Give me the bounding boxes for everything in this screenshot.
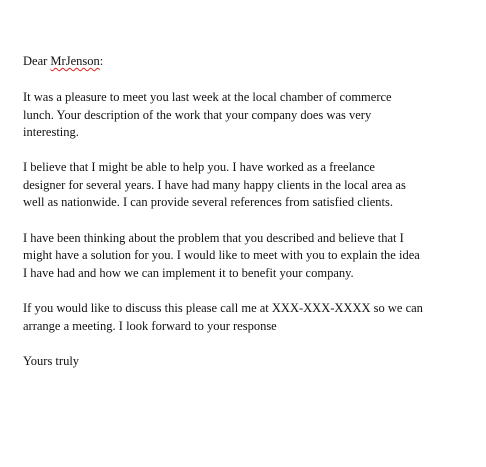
paragraph-2-line-3: well as nationwide. I can provide several references from satisfied clients.	[23, 195, 393, 209]
paragraph-3-line-3: I have had and how we can implement it to benefit your company.	[23, 266, 354, 280]
paragraph-2-line-2: designer for several years. I have had many happy clients in the local area as	[23, 178, 406, 192]
paragraph-3-line-2: might have a solution for you. I would like to meet with you to explain the idea	[23, 248, 420, 262]
paragraph-1-line-3: interesting.	[23, 125, 79, 139]
paragraph-4-line-1: If you would like to discuss this please call me at XXX-XXX-XXXX so we can	[23, 301, 423, 315]
salutation-prefix: Dear	[23, 54, 51, 68]
paragraph-3-line-1: I have been thinking about the problem that you described and believe that I	[23, 231, 404, 245]
paragraph-4-line-2: arrange a meeting. I look forward to your response	[23, 319, 277, 333]
salutation	[23, 53, 103, 71]
paragraph-1-line-1: It was a pleasure to meet you last week at the local chamber of commerce	[23, 90, 392, 104]
closing: Yours truly	[23, 354, 80, 368]
paragraph-1-line-2: lunch. Your description of the work that your company does was very	[23, 108, 372, 122]
recipient-name: MrJenson	[50, 54, 100, 68]
salutation-suffix: :	[99, 54, 104, 68]
paragraph-2-line-1: I believe that I might be able to help you. I have worked as a freelance	[23, 160, 375, 174]
